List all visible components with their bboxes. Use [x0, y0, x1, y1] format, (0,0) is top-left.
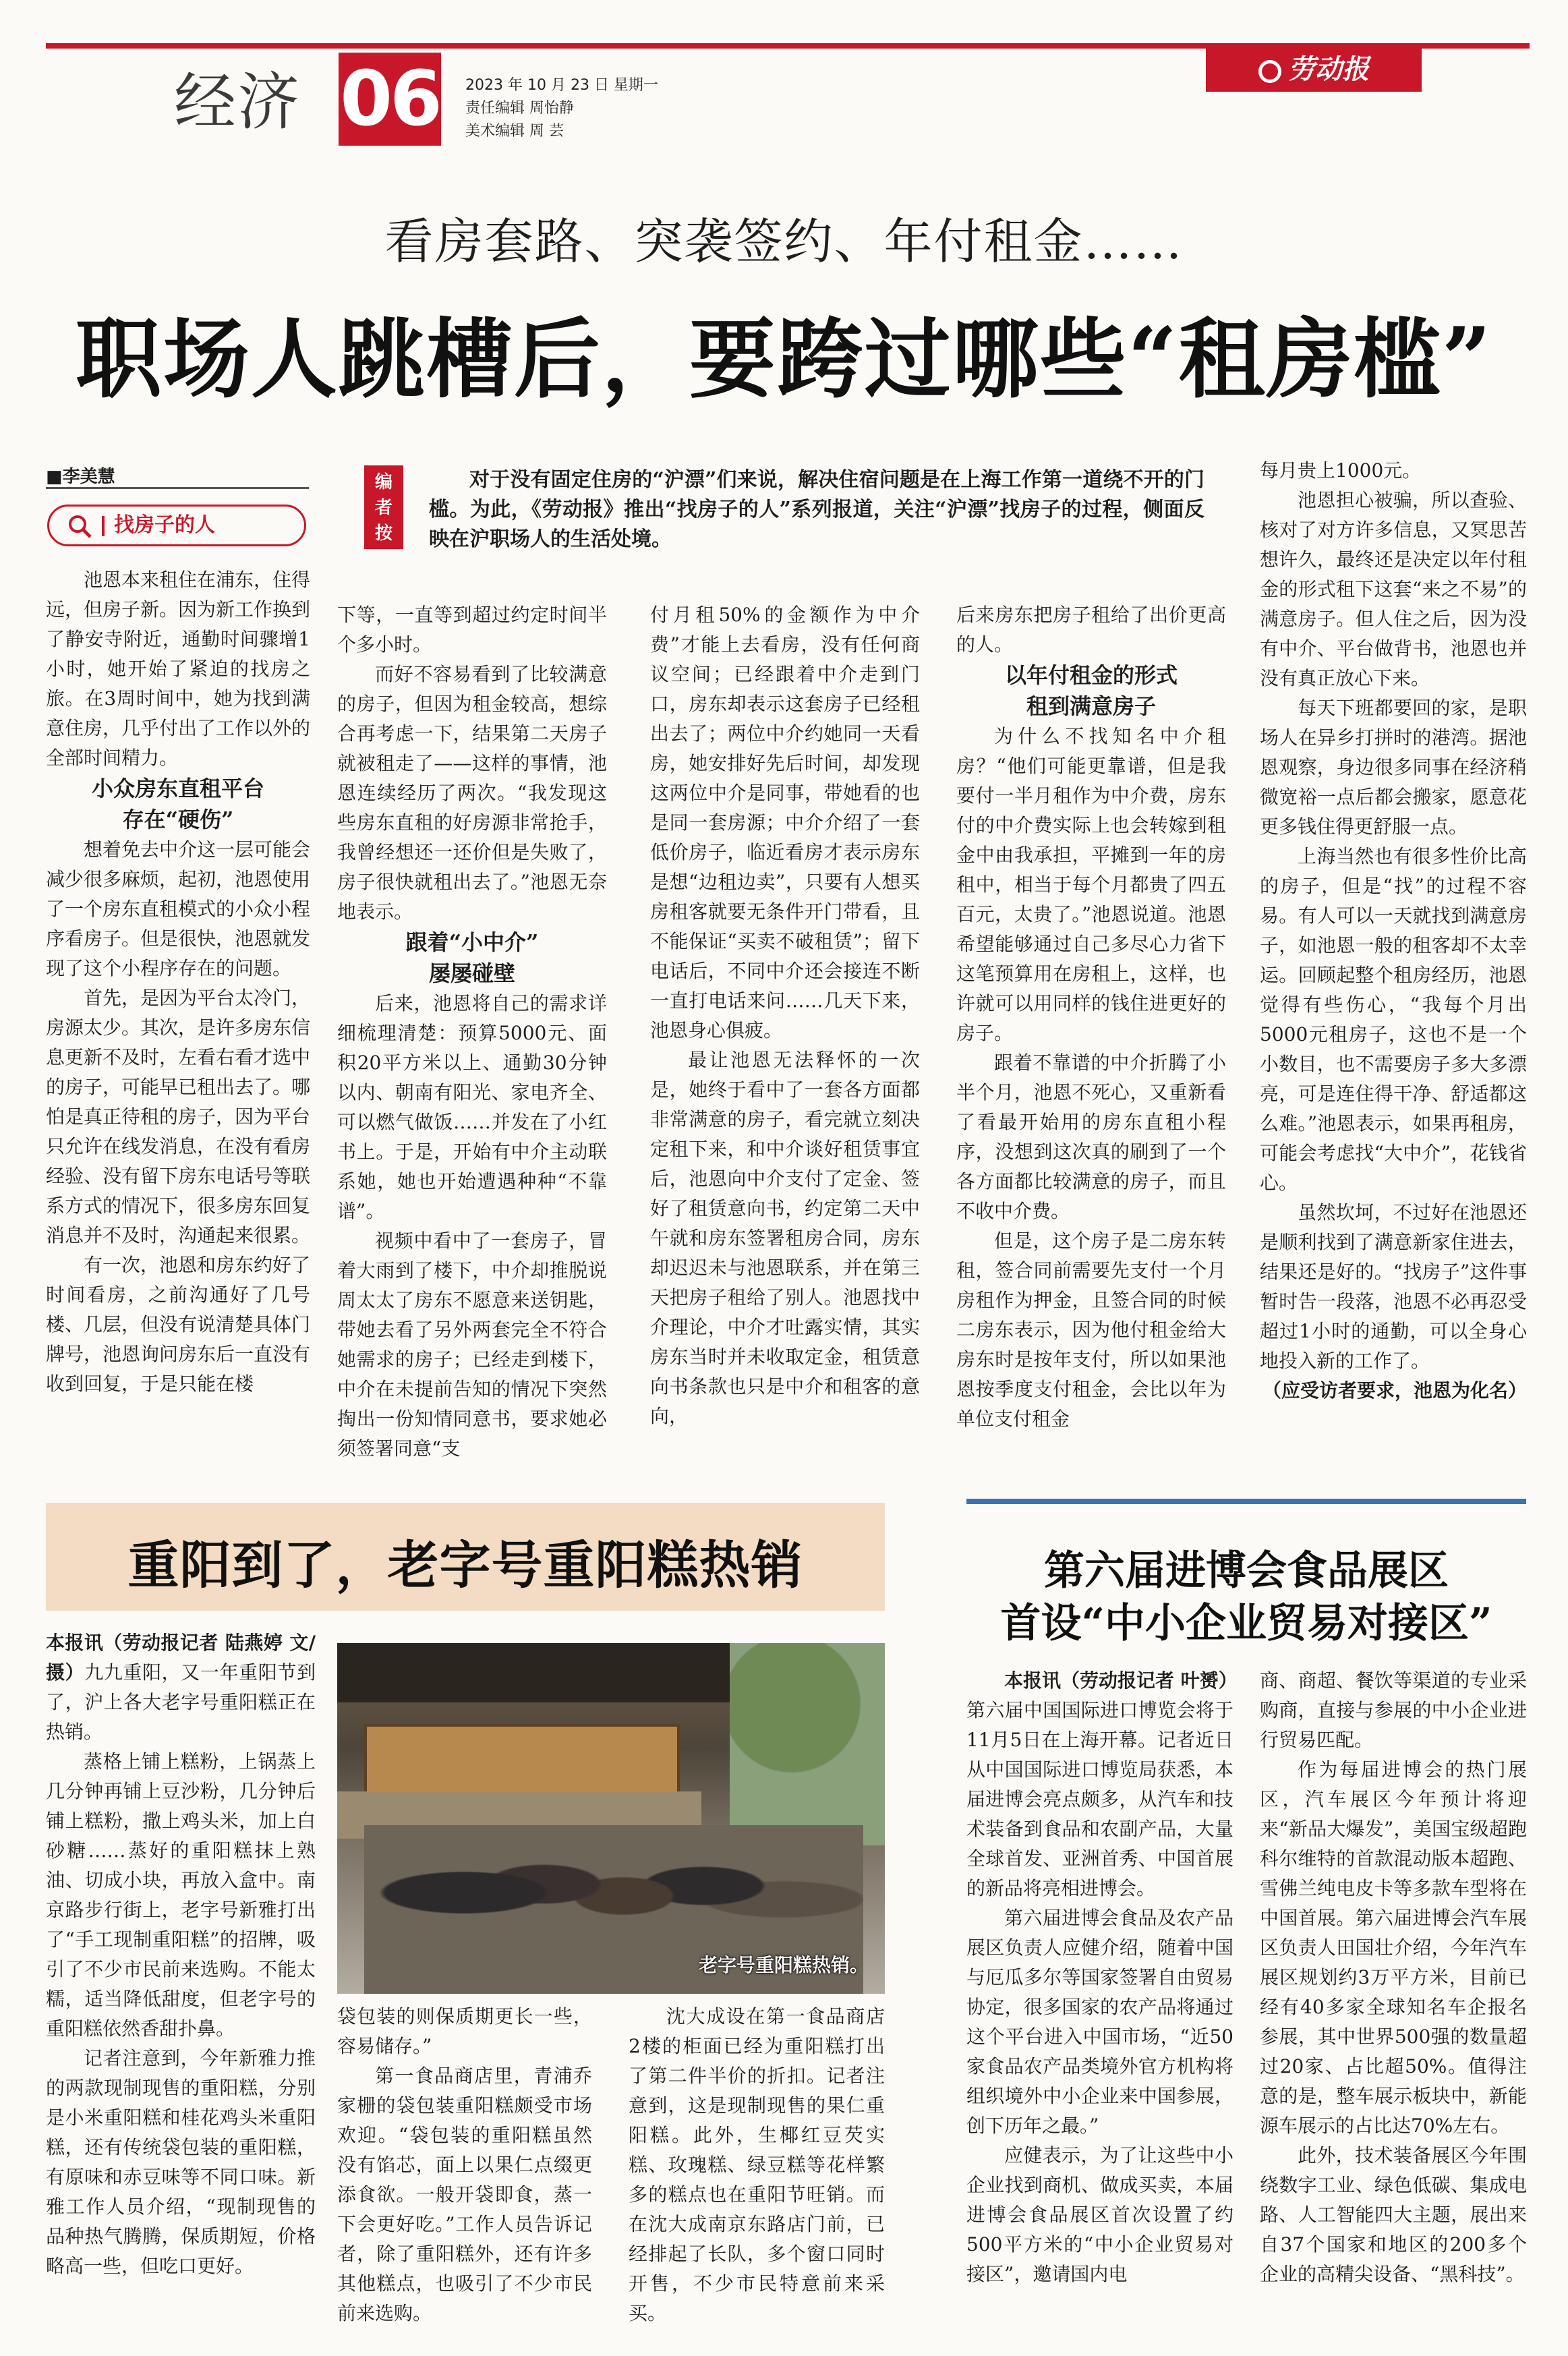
paragraph: 商、商超、餐饮等渠道的专业采购商，直接与参展的中小企业进行贸易匹配。 [1260, 1669, 1527, 1751]
issue-date: 2023 年 10 月 23 日 星期一 [465, 77, 658, 94]
paragraph: 应健表示，为了让这些中小企业找到商机、做成买卖，本届进博会食品展区首次设置了约500平方米的“中小企业贸易对接区”，邀请国内电 [966, 2144, 1233, 2285]
story2-byline: 本报讯（劳动报记者 陆燕婷 文/摄） [46, 1632, 316, 1684]
lead-column-1 [46, 565, 310, 1399]
paragraph: 第六届进博会食品及农产品展区负责人应健介绍，随着中国与厄瓜多尔等国家签署自由贸易协定，很多国家的农产品将通过这个平台进入中国市场，“近50家食品农产品类境外官方机构将组织境外中小企业来中国参展，创下历年之最。” [966, 1907, 1233, 2137]
paragraph: 下等，一直等到超过约定时间半个多小时。 [337, 604, 607, 656]
search-icon [67, 513, 94, 540]
section-name: 经济 [174, 66, 301, 138]
story3-top-rule [966, 1499, 1526, 1504]
paragraph: 虽然坎坷，不过好在池恩还是顺利找到了满意新家住进去，结果还是好的。“找房子”这件事暂时告一段落，池恩不必再忍受超过1小时的通勤，可以全身心地投入新的工作了。 [1260, 1201, 1527, 1372]
art-editor-credit: 美术编辑 周 芸 [465, 123, 564, 140]
story2-headline: 重阳到了，老字号重阳糕热销 [127, 1535, 803, 1595]
paragraph: 沈大成设在第一食品商店2楼的柜面已经为重阳糕打出了第二件半价的折扣。记者注意到，这是现制现售的果仁重阳糕。此外，生椰红豆芡实糕、玫瑰糕、绿豆糕等花样繁多的糕点也在重阳节旺销。而在沈大成南京东路店门前，已经排起了长队，多个窗口同时开售，不少市民特意前来采买。 [629, 2005, 885, 2324]
lead-column-4 [956, 600, 1226, 1434]
story2-banner [46, 1503, 885, 1611]
paragraph: 视频中看中了一套房子，冒着大雨到了楼下，中介却推脱说周太太了房东不愿意来送钥匙，带她去看了另外两套完全不符合她需求的房子；已经走到楼下，中介在未提前告知的情况下突然掏出一份知情同意书，要求她必须签署同意“支 [337, 1230, 607, 1460]
lead-byline: ■李美慧 [46, 467, 115, 487]
paragraph [46, 1628, 316, 1747]
paragraph: 后来房东把房子租给了出价更高的人。 [956, 604, 1226, 656]
story3-lede: 第六届中国国际进口博览会将于11月5日在上海开幕。记者近日从中国国际进口博览局获悉，本届进博会亮点颇多，从汽车和技术装备到食品和农副产品，大量全球首发、亚洲首秀、中国首展的新品将亮相进博会。 [966, 1699, 1233, 1899]
lead-column-3 [650, 600, 920, 1431]
pseudonym-note: （应受访者要求，池恩为化名） [1262, 1379, 1527, 1402]
paragraph: 但是，这个房子是二房东转租，签合同前需要先支付一个月房租作为押金，且签合同的时候二房东表示，因为他付租金给大房东时是按年支付，所以如果池恩按季度支付租金，会比以年为单位支付租金 [956, 1230, 1226, 1430]
paragraph: 作为每届进博会的热门展区，汽车展区今年预计将迎来“新品大爆发”，美国宝级超跑科尔维特的首款混动版本超跑、雪佛兰纯电皮卡等多款车型将在中国首展。第六届进博会汽车展区负责人田国壮介绍，今年汽车展区规划约3万平方米，目前已经有40多家全球知名车企报名参展，其中世界500强的数量超过20家、占比超50%。值得注意的是，整车展示板块中，新能源车展示的占比达70%左右。 [1260, 1758, 1527, 2137]
photo-trees [730, 1643, 885, 1845]
series-name: 找房子的人 [114, 513, 215, 537]
subhead-2: 跟着“小中介” 屡屡碰壁 [405, 929, 539, 986]
brand-name: 劳动报 [1288, 53, 1369, 85]
paragraph: 上海当然也有很多性价比高的房子，但是“找”的过程不容易。有人可以一天就找到满意房子，如池恩一般的租客却不太幸运。回顾起整个租房经历，池恩觉得有些伤心，“我每个月出5000元租房子，这也不是一个小数目，也不需要房子多大多漂亮，可是连住得干净、舒适都这么难。”池恩表示，如果再租房，可能会考虑找“大中介”，花钱省心。 [1260, 845, 1527, 1194]
newspaper-brand [1206, 47, 1422, 92]
story3-column-2 [1260, 1666, 1527, 2289]
paragraph [966, 1666, 1238, 1903]
paragraph: 有一次，池恩和房东约好了时间看房，之前沟通好了几号楼、几层，但没有说清楚具体门牌号，池恩询问房东后一直没有收到回复，于是只能在楼 [46, 1254, 311, 1395]
paragraph: 蒸格上铺上糕粉，上锅蒸上几分钟再铺上豆沙粉，几分钟后铺上糕粉，撒上鸡头米，加上白砂糖……蒸好的重阳糕抹上熟油、切成小块，再放入盒中。南京路步行街上，老字号新雅打出了“手工现制重阳糕”的招牌，吸引了不少市民前来选购。不能太糯，适当降低甜度，但老字号的重阳糕依然香甜扑鼻。 [46, 1750, 316, 2040]
paragraph: 袋包装的则保质期更长一些，容易储存。” [337, 2005, 592, 2057]
paragraph: 为什么不找知名中介租房？“他们可能更靠谱，但是我要付一半月租作为中介费，房东付的中介费实际上也会转嫁到租金中由我承担，平摊到一年的房租中，相当于每个月都贵了四五百元，太贵了。”池恩说道。池恩希望能够通过自己多尽心力省下这笔预算用在房租上，这样，也许就可以用同样的钱住进更好的房子。 [956, 725, 1226, 1044]
subhead-3: 以年付租金的形式 租到满意房子 [1004, 662, 1178, 719]
search-divider [102, 516, 105, 536]
paragraph: 最让池恩无法释怀的一次是，她终于看中了一套各方面都非常满意的房子，看完就立刻决定租下来，和中介谈好租赁事宜后，池恩向中介支付了定金、签好了租赁意向书，约定第二天中午就和房东签署租房合同，房东却迟迟未与池恩联系，并在第三天把房子租给了别人。池恩找中介理论，中介才吐露实情，其实房东当时并未收取定金，租赁意向书条款也只是中介和租客的意向， [650, 1049, 920, 1427]
paragraph: 每月贵上1000元。 [1260, 459, 1422, 482]
lead-kicker: 看房套路、突袭签约、年付租金…… [384, 213, 1184, 270]
paragraph: 想着免去中介这一层可能会减少很多麻烦，起初，池恩使用了一个房东直租模式的小众小程序看房子。但是很快，池恩就发现了这个小程序存在的问题。 [46, 838, 311, 979]
paragraph: 后来，池恩将自己的需求详细梳理清楚：预算5000元、面积20平方米以上、通勤30分钟以内、朝南有阳光、家电齐全、可以燃气做饭……并发在了小红书上。于是，开始有中介主动联系她，她也开始遭遇种种“不靠谱”。 [337, 992, 607, 1222]
paragraph: 跟着不靠谱的中介折腾了小半个月，池恩不死心，又重新看了看最开始用的房东直租小程序，没想到这次真的刷到了一个各方面都比较满意的房子，而且不收中介费。 [956, 1052, 1226, 1222]
editor-credit: 责任编辑 周怡静 [465, 100, 574, 117]
lead-column-5 [1260, 456, 1527, 1406]
page-number: 06 [339, 53, 441, 146]
paragraph: 此外，技术装备展区今年围绕数字工业、绿色低碳、集成电路、人工智能四大主题，展出来自37个国家和地区的200多个企业的高精尖设备、“黑科技”。 [1260, 2144, 1527, 2285]
subhead-1: 小众房东直租平台 存在“硬伤” [91, 776, 264, 832]
series-search-label [47, 505, 306, 546]
story3-column-1 [966, 1666, 1238, 2289]
lead-headline: 职场人跳槽后，要跨过哪些“租房槛” [75, 309, 1493, 410]
story2-column-2 [337, 2002, 592, 2328]
issue-meta [465, 74, 658, 143]
paragraph: 记者注意到，今年新雅力推的两款现制现售的重阳糕，分别是小米重阳糕和桂花鸡头米重阳糕，还有传统袋包装的重阳糕，有原味和赤豆味等不同口味。新雅工作人员介绍，“现制现售的品种热气腾腾，保质期短，价格略高一些，但吃口更好。 [46, 2047, 316, 2277]
editor-note-tag: 编 者 按 [364, 465, 403, 549]
story2-lede: 九九重阳，又一年重阳节到了，沪上各大老字号重阳糕正在热销。 [46, 1661, 316, 1743]
byline-rule [46, 487, 309, 489]
paragraph: 池恩担心被骗，所以查验、核对了对方许多信息，又冥思苦想许久，最终还是决定以年付租金的形式租下这套“来之不易”的满意房子。但人住之后，因为没有中介、平台做背书，池恩也并没有真正放心下来。 [1260, 489, 1527, 689]
paragraph: 而好不容易看到了比较满意的房子，但因为租金较高，想综合再考虑一下，结果第二天房子就被租走了——这样的事情，池恩连续经历了两次。“我发现这些房东直租的好房源非常抢手，我曾经想还一还价但是失败了，房子很快就租出去了。”池恩无奈地表示。 [337, 663, 607, 923]
paragraph: 首先，是因为平台太冷门，房源太少。其次，是许多房东信息更新不及时，左看右看才选中的房子，可能早已租出去了。哪怕是真正待租的房子，因为平台只允许在线发消息，在没有看房经验、没有留下房东电话号等联系方式的情况下，很多房东回复消息并不及时，沟通起来很累。 [46, 987, 311, 1246]
story3-headline: 第六届进博会食品展区 首设“中小企业贸易对接区” [1000, 1547, 1492, 1647]
editor-note [429, 465, 1204, 554]
photo-caption: 老字号重阳糕热销。 [698, 1954, 869, 1976]
lead-column-2 [337, 600, 607, 1464]
paragraph: 每天下班都要回的家，是职场人在异乡打拼时的港湾。据池恩观察，身边很多同事在经济稍微宽裕一点后都会搬家，愿意花更多钱住得更舒服一点。 [1260, 697, 1527, 838]
story2-photo [337, 1643, 885, 1994]
story2-column-3 [629, 2002, 885, 2328]
paragraph: 付月租50%的金额作为中介费”才能上去看房，没有任何商议空间；已经跟着中介走到门口，房东却表示这套房子已经租出去了；两位中介约她同一天看房，她安排好先后时间，却发现这两位中介是同事，带她看的也是同一套房源；中介介绍了一套低价房子，临近看房才表示房东是想“边租边卖”，只要有人想买房租客就要无条件开门带看，且不能保证“买卖不破租赁”；留下电话后，不同中介还会接连不断一直打电话来问……几天下来，池恩身心俱疲。 [650, 604, 920, 1041]
paragraph: 第一食品商店里，青浦乔家栅的袋包装重阳糕颇受市场欢迎。“袋包装的重阳糕虽然没有馅芯，面上以果仁点缀更添食欲。一般开袋即食，蒸一下会更好吃。”工作人员告诉记者，除了重阳糕外，还有许多其他糕点，也吸引了不少市民前来选购。 [337, 2065, 592, 2324]
paragraph: 池恩本来租住在浦东，住得远，但房子新。因为新工作换到了静安寺附近，通勤时间骤增1小时，她开始了紧迫的找房之旅。在3周时间中，她为找到满意住房，几乎付出了工作以外的全部时间精力。 [46, 569, 311, 769]
story3-byline: 本报讯（劳动报记者 叶赟） [1004, 1669, 1238, 1692]
editor-note-text: 对于没有固定住房的“沪漂”们来说，解决住宿问题是在上海工作第一道绕不开的门槛。为此，《劳动报》推出“找房子的人”系列报道，关注“沪漂”找房子的过程，侧面反映在沪职场人的生活处境。 [429, 468, 1204, 551]
brand-logo-icon [1258, 60, 1281, 83]
story2-column-1 [46, 1628, 316, 2281]
